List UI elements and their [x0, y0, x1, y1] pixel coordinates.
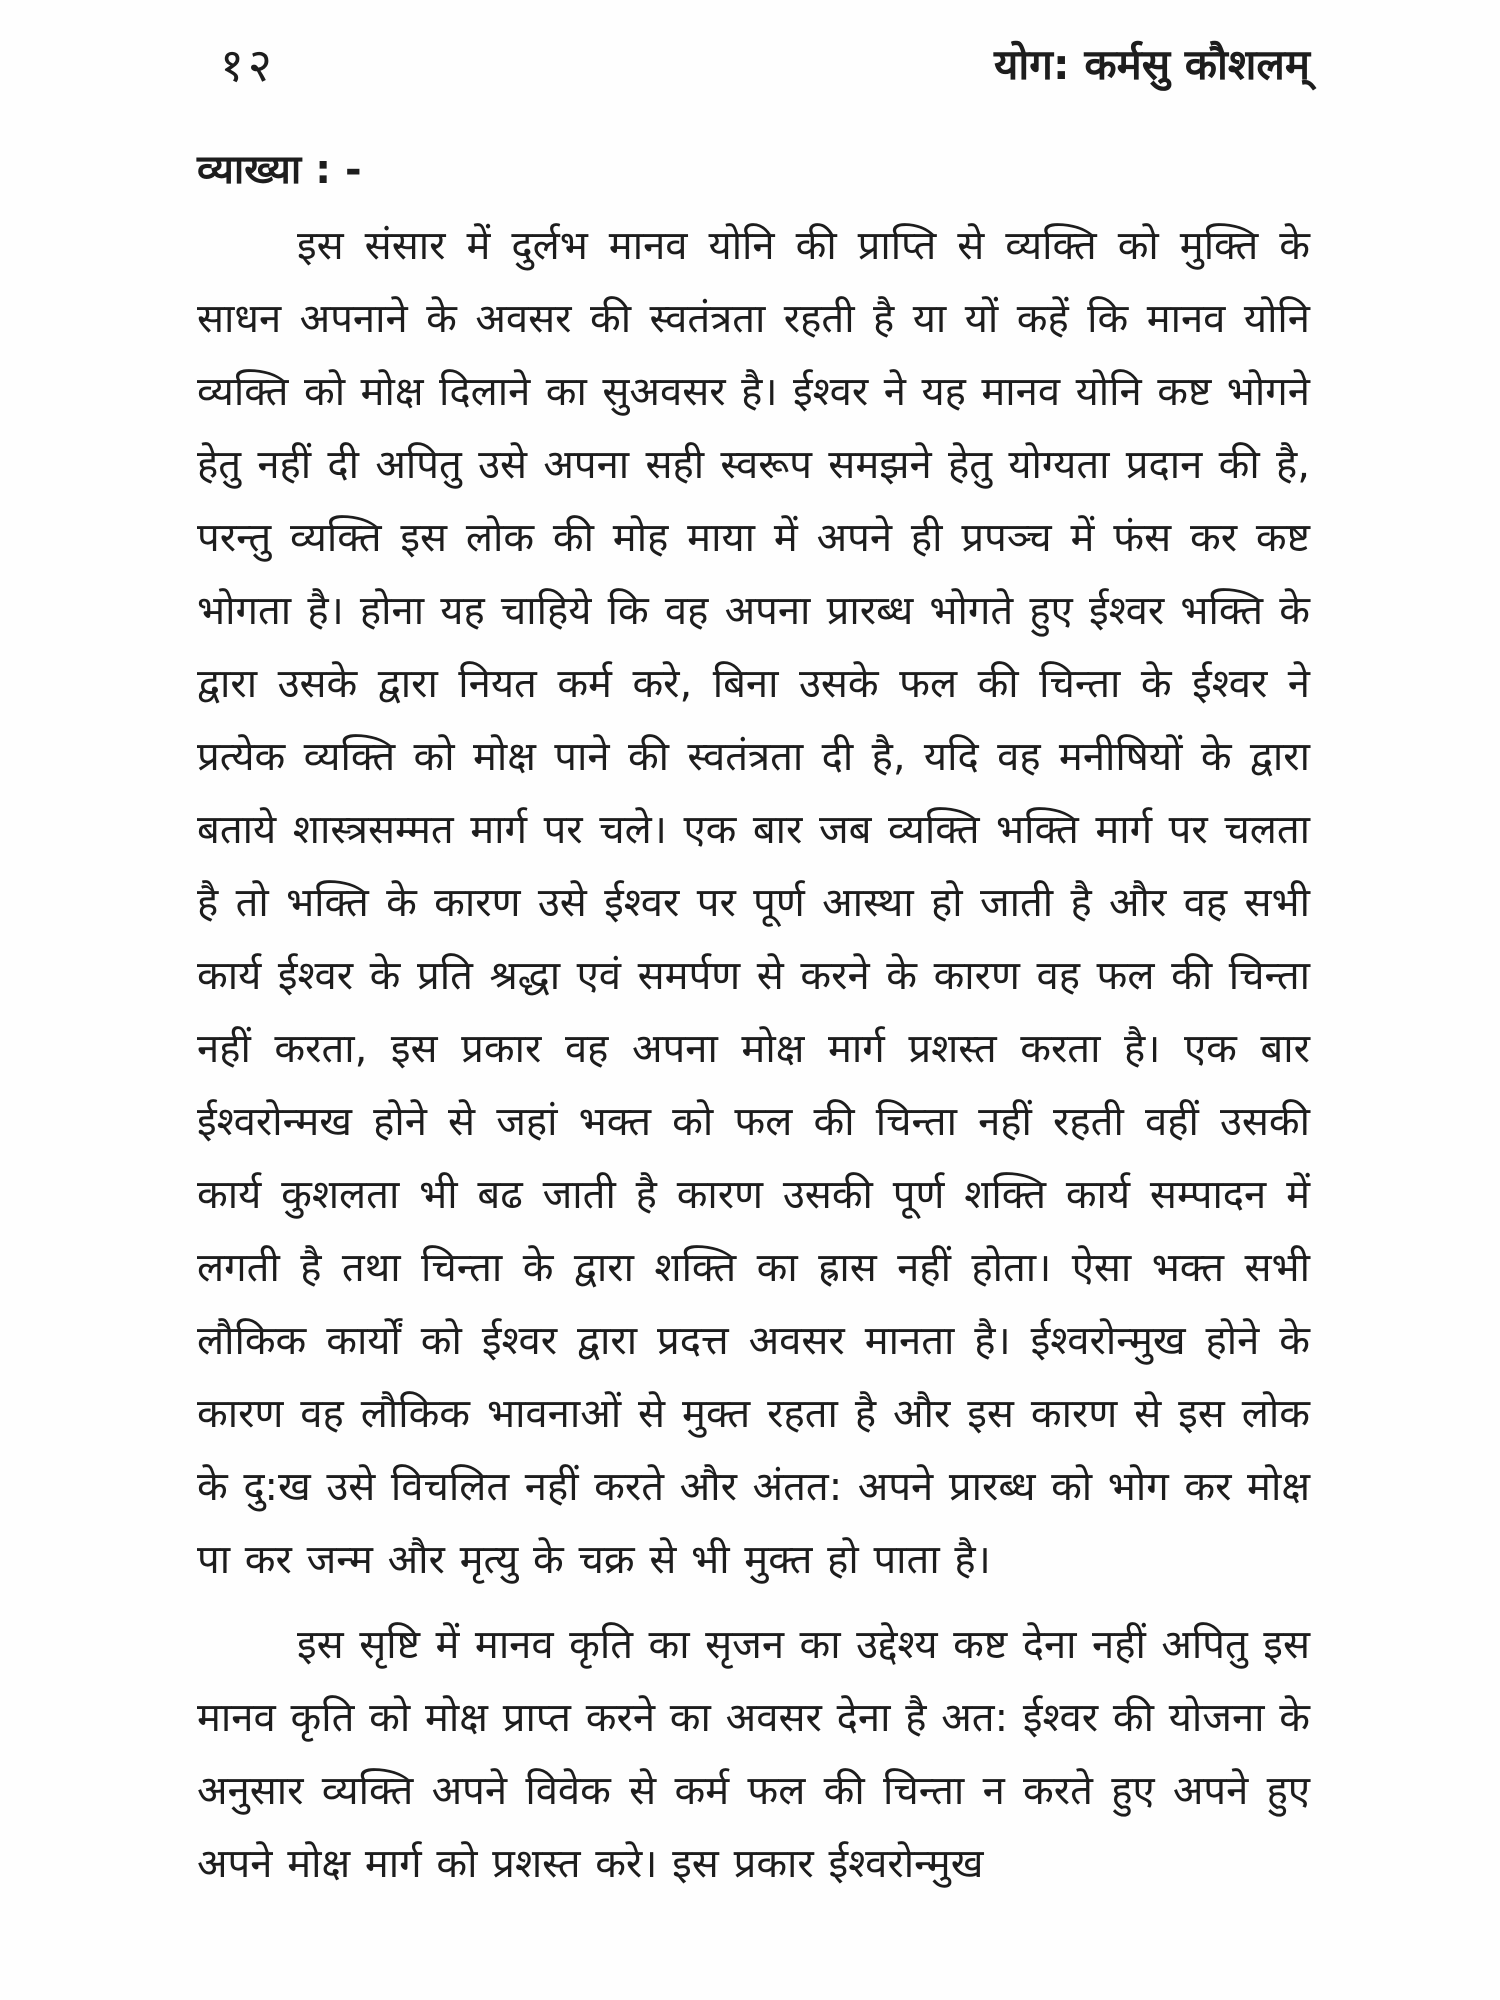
page-body — [197, 140, 1310, 1901]
section-heading: व्याख्या : - — [197, 147, 362, 193]
paragraph-2: इस सृष्टि में मानव कृति का सृजन का उद्देश्य कष्ट देना नहीं अपितु इस मानव कृति को मोक्ष प्राप्त करने का अवसर देना है अत: ईश्वर की योजना के अनुसार व्यक्ति अपने विवेक से कर्म फल की चिन्ता न करते हुए अपने हुए अपने मोक्ष मार्ग को प्रशस्त करे। इस प्रकार ईश्वरोन्मुख — [197, 1622, 1310, 1887]
page-header — [205, 30, 1310, 100]
running-title: योग: कर्मसु कौशलम् — [994, 40, 1310, 89]
page-number: १२ — [220, 38, 276, 92]
paragraph-1: इस संसार में दुर्लभ मानव योनि की प्राप्ति से व्यक्ति को मुक्ति के साधन अपनाने के अवसर की स्वतंत्रता रहती है या यों कहें कि मानव योनि व्यक्ति को मोक्ष दिलाने का सुअवसर है। ईश्वर ने यह मानव योनि कष्ट भोगने हेतु नहीं दी अपितु उसे अपना सही स्वरूप समझने हेतु योग्यता प्रदान की है, परन्तु व्यक्ति इस लोक की मोह माया में अपने ही प्रपञ्च में फंस कर कष्ट भोगता है। होना यह चाहिये कि वह अपना प्रारब्ध भोगते हुए ईश्वर भक्ति के द्वारा उसके द्वारा नियत कर्म करे, बिना उसके फल की चिन्ता के ईश्वर ने प्रत्येक व्यक्ति को मोक्ष पाने की स्वतंत्रता दी है, यदि वह मनीषियों के द्वारा बताये शास्त्रसम्मत मार्ग पर चले। एक बार जब व्यक्ति भक्ति मार्ग पर चलता है तो भक्ति के कारण उसे ईश्वर पर पूर्ण आस्था हो जाती है और वह सभी कार्य ईश्वर के प्रति श्रद्धा एवं समर्पण से करने के कारण वह फल की चिन्ता नहीं करता, इस प्रकार वह अपना मोक्ष मार्ग प्रशस्त करता है। एक बार ईश्वरोन्मख होने से जहां भक्त को फल की चिन्ता नहीं रहती वहीं उसकी कार्य कुशलता भी बढ जाती है कारण उसकी पूर्ण शक्ति कार्य सम्पादन में लगती है तथा चिन्ता के द्वारा शक्ति का ह्रास नहीं होता। ऐसा भक्त सभी लौकिक कार्यों को ईश्वर द्वारा प्रदत्त अवसर मानता है। ईश्वरोन्मुख होने के कारण वह लौकिक भावनाओं से मुक्त रहता है और इस कारण से इस लोक के दु:ख उसे विचलित नहीं करते और अंतत: अपने प्रारब्ध को भोग कर मोक्ष पा कर जन्म और मृत्यु के चक्र से भी मुक्त हो पाता है। — [197, 223, 1310, 1583]
